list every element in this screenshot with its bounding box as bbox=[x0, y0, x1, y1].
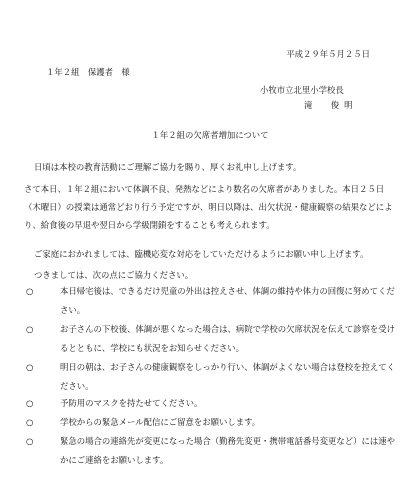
list-item-text: お子さんの下校後、体調が悪くなった場合は、病院で学校の欠席状況を伝えて診察を受けるとともに、学校にも状況をお知らせください。 bbox=[60, 324, 395, 353]
greeting-paragraph: 日頃は本校の教育活動にご理解ご協力を賜り、厚くお礼申し上げます。 bbox=[34, 162, 302, 172]
intro-paragraph: つきましては、次の点にご協力ください。 bbox=[34, 270, 194, 280]
circle-bullet-icon: ○ bbox=[26, 436, 34, 446]
sender-name: 滝 俊明 bbox=[304, 100, 358, 110]
list-item-text: 本日帰宅後は、できるだけ児童の外出は控えさせ、体調の維持や体力の回復に努めてください。 bbox=[60, 286, 395, 315]
list-item bbox=[24, 413, 396, 432]
letter-subject: １年２組の欠席者増加について bbox=[151, 130, 269, 140]
recipient: １年２組 保護者 様 bbox=[46, 67, 130, 77]
main-paragraph: さて本日、１年２組において体調不良、発熱などにより数名の欠席者がありました。本日２５日（木曜日）の授業は通常どおり行う予定ですが、明日以降は、出欠状況・健康観察の結果などにより、給食後の早退や翌日から学級閉鎖をすることも考えられます。 bbox=[24, 184, 393, 230]
list-item bbox=[24, 432, 396, 470]
circle-bullet-icon: ○ bbox=[26, 362, 34, 372]
list-item-text: 明日の朝は、お子さんの健康観察をしっかり行い、体調がよくない場合は登校を控えてください。 bbox=[60, 362, 395, 391]
sender-organization: 小牧市立北里小学校長 bbox=[260, 85, 344, 95]
circle-bullet-icon: ○ bbox=[26, 324, 34, 334]
list-item-text: 学校からの緊急メール配信にご留意をお願いします。 bbox=[60, 417, 261, 427]
circle-bullet-icon: ○ bbox=[26, 398, 34, 408]
list-item-text: 緊急の場合の連絡先が変更になった場合（勤務先変更・携帯電話番号変更など）には速やかにご連絡をお願いします。 bbox=[60, 436, 395, 465]
circle-bullet-icon: ○ bbox=[26, 417, 34, 427]
request-paragraph: ご家庭におかれましては、臨機応変な対応をしていただけるようにお願い申し上げます。 bbox=[34, 249, 369, 259]
letter-date: 平成２９年５月２５日 bbox=[286, 49, 370, 59]
list-item-text: 予防用のマスクを持たせてください。 bbox=[60, 398, 203, 408]
list-item bbox=[24, 358, 396, 396]
list-item bbox=[24, 394, 396, 413]
list-item bbox=[24, 320, 396, 358]
list-item bbox=[24, 282, 396, 320]
circle-bullet-icon: ○ bbox=[26, 286, 34, 296]
